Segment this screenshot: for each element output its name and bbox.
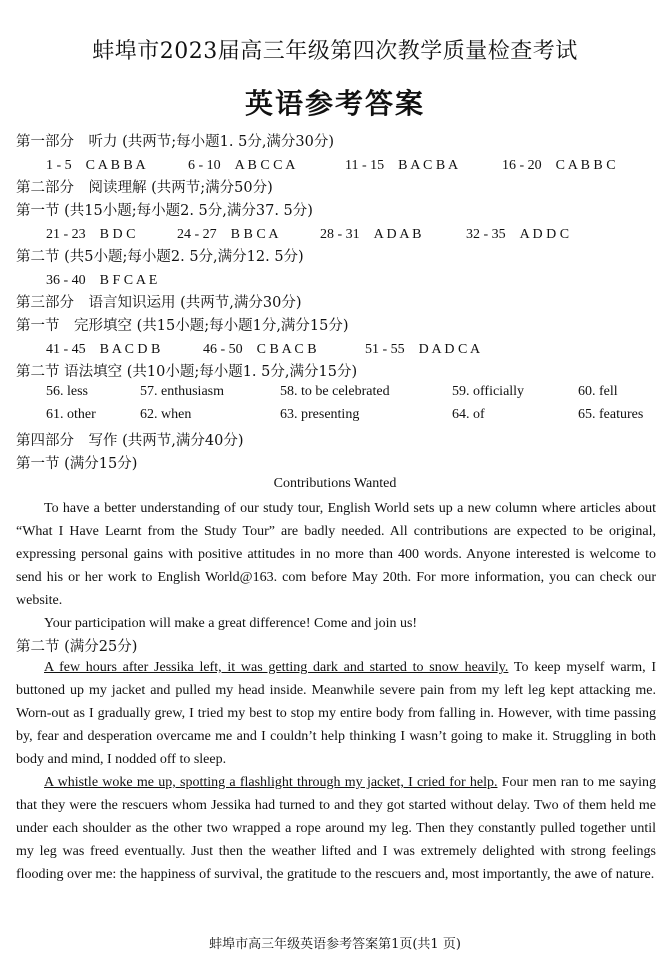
answer-group: 28 - 31 A D A B bbox=[320, 227, 422, 242]
sample-essay-1 bbox=[16, 497, 656, 635]
answer-group: 51 - 55 D A D C A bbox=[365, 342, 481, 357]
answer-group: 11 - 15 B A C B A bbox=[345, 158, 459, 173]
grammar-answer: 58. to be celebrated bbox=[280, 384, 390, 399]
part3-section2-heading: 第二节 语法填空 (共10小题;每小题1. 5分,满分15分) bbox=[16, 364, 358, 380]
answer-group: 16 - 20 C A B B C bbox=[502, 158, 616, 173]
paragraph-text: Four men ran to me saying that they were the rescuers whom Jessika had turned to and they got started without delay. Two of them held me under each shoulder as the other two wrapped a rope around my leg. Then they constantly pulled together until my leg was freed eventually. Just then the weather lifted and I was extremely delighted with strong feelings flooding over me: the happiness of survival, the gratitude to the rescuers and, most importantly, the awe of nature. bbox=[16, 775, 656, 882]
given-sentence: A whistle woke me up, spotting a flashlight through my jacket, I cried for help. bbox=[44, 775, 498, 790]
grammar-answer: 63. presenting bbox=[280, 407, 360, 422]
part2-section1-heading: 第一节 (共15小题;每小题2. 5分,满分37. 5分) bbox=[16, 203, 313, 219]
part2-heading: 第二部分 阅读理解 (共两节;满分50分) bbox=[16, 180, 273, 196]
part1-heading: 第一部分 听力 (共两节;每小题1. 5分,满分30分) bbox=[16, 134, 335, 150]
part2-section2-heading: 第二节 (共5小题;每小题2. 5分,满分12. 5分) bbox=[16, 249, 304, 265]
answer-group: 32 - 35 A D D C bbox=[466, 227, 570, 242]
essay-paragraph: Your participation will make a great difference! Come and join us! bbox=[44, 616, 418, 631]
answer-group: 6 - 10 A B C C A bbox=[188, 158, 296, 173]
grammar-answer: 60. fell bbox=[578, 384, 618, 399]
page-footer: 蚌埠市高三年级英语参考答案第1页(共1 页) bbox=[209, 937, 461, 952]
answer-group: 21 - 23 B D C bbox=[46, 227, 136, 242]
sample-essay-2 bbox=[16, 656, 656, 886]
grammar-answer: 56. less bbox=[46, 384, 88, 399]
answer-key-title: 英语参考答案 bbox=[244, 87, 425, 120]
part4-section2-heading: 第二节 (满分25分) bbox=[16, 639, 138, 655]
grammar-answer: 61. other bbox=[46, 407, 96, 422]
grammar-answer: 59. officially bbox=[452, 384, 525, 399]
answer-group: 36 - 40 B F C A E bbox=[46, 273, 158, 288]
essay-paragraph: To have a better understanding of our study tour, English World sets up a new column where articles about “What I Have Learnt from the Study Tour” are badly needed. All contributions are expected to be original, expressing personal gains with positive attitudes in no more than 400 words. Anyone interested is welcome to send his or her work to English World@163. com before May 20th. For more information, you can check our website. bbox=[16, 501, 656, 608]
answer-group: 1 - 5 C A B B A bbox=[46, 158, 146, 173]
part3-section1-heading: 第一节 完形填空 (共15小题;每小题1分,满分15分) bbox=[16, 318, 349, 334]
given-sentence: A few hours after Jessika left, it was getting dark and started to snow heavily. bbox=[44, 660, 509, 675]
essay-paragraph bbox=[16, 771, 656, 886]
grammar-answer: 64. of bbox=[452, 407, 485, 422]
part4-section1-heading: 第一节 (满分15分) bbox=[16, 456, 138, 472]
part3-heading: 第三部分 语言知识运用 (共两节,满分30分) bbox=[16, 295, 302, 311]
grammar-answer: 57. enthusiasm bbox=[140, 384, 224, 399]
grammar-answer: 65. features bbox=[578, 407, 644, 422]
essay-title: Contributions Wanted bbox=[273, 476, 397, 491]
paragraph-text: To keep myself warm, I buttoned up my jacket and pulled my head inside. Meanwhile severe pain from my left leg kept attacking me. Worn-out as I gradually grew, I tried my best to stop my entire body from falling in. However, with time passing by, fear and desperation overcame me and I couldn’t help thinking I wasn’t going to make it. Struggling in both body and mind, I nodded off to sleep. bbox=[16, 660, 656, 767]
essay-paragraph bbox=[16, 656, 656, 771]
exam-title: 蚌埠市2023届高三年级第四次教学质量检查考试 bbox=[92, 39, 578, 64]
answer-group: 46 - 50 C B A C B bbox=[203, 342, 317, 357]
answer-group: 24 - 27 B B C A bbox=[177, 227, 279, 242]
answer-group: 41 - 45 B A C D B bbox=[46, 342, 161, 357]
grammar-answer: 62. when bbox=[140, 407, 192, 422]
part4-heading: 第四部分 写作 (共两节,满分40分) bbox=[16, 433, 244, 449]
